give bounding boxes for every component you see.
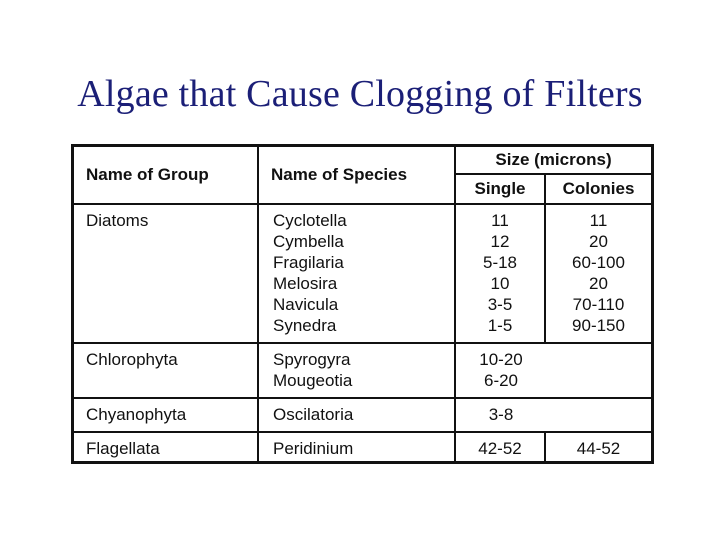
single-size: 12 — [490, 232, 510, 251]
single-size: 10 — [490, 274, 510, 293]
species-cell — [258, 398, 455, 432]
colonies-size: 20 — [589, 232, 608, 251]
table-body — [74, 204, 651, 461]
header-colonies: Colonies — [545, 174, 651, 204]
group-cell — [74, 343, 258, 398]
species-name: Synedra — [273, 316, 337, 335]
colonies-size: 70-110 — [572, 295, 625, 314]
header-single: Single — [455, 174, 545, 204]
colonies-size-cell — [545, 204, 651, 343]
table-row — [74, 343, 651, 398]
table-row — [74, 432, 651, 461]
species-name: Cymbella — [273, 232, 344, 251]
colonies-size-cell — [545, 432, 651, 461]
single-size-cell — [455, 398, 651, 432]
species-cell — [258, 204, 455, 343]
single-size-cell — [455, 432, 545, 461]
species-name: Peridinium — [273, 439, 354, 458]
group-cell — [74, 398, 258, 432]
single-size-cell — [455, 204, 545, 343]
group-name: Chyanophyta — [86, 405, 187, 424]
single-size: 3-8 — [488, 405, 514, 424]
single-size-cell — [455, 343, 651, 398]
algae-table-frame — [71, 144, 654, 464]
header-size: Size (microns) — [455, 147, 651, 174]
group-name: Flagellata — [86, 439, 160, 458]
single-size: 10-20 — [479, 350, 523, 369]
single-size: 1-5 — [487, 316, 513, 335]
colonies-size: 20 — [589, 274, 608, 293]
group-name: Diatoms — [86, 211, 149, 230]
species-name: Mougeotia — [273, 371, 353, 390]
group-cell — [74, 204, 258, 343]
algae-table — [74, 147, 651, 461]
table-row — [74, 398, 651, 432]
colonies-size: 90-150 — [572, 316, 625, 335]
single-size: 5-18 — [482, 253, 518, 272]
header-species: Name of Species — [258, 147, 455, 204]
group-cell — [74, 432, 258, 461]
species-name: Navicula — [273, 295, 339, 314]
slide-title: Algae that Cause Clogging of Filters — [77, 73, 643, 115]
species-name: Cyclotella — [273, 211, 347, 230]
colonies-size: 11 — [589, 211, 608, 230]
single-size: 6-20 — [483, 371, 519, 390]
single-size: 11 — [491, 211, 509, 230]
species-cell — [258, 343, 455, 398]
species-name: Melosira — [273, 274, 338, 293]
table-row — [74, 204, 651, 343]
species-name: Fragilaria — [273, 253, 344, 272]
species-cell — [258, 432, 455, 461]
single-size: 42-52 — [478, 439, 522, 458]
colonies-size: 60-100 — [572, 253, 625, 272]
table-header — [74, 147, 651, 204]
colonies-size: 44-52 — [576, 439, 621, 458]
single-size: 3-5 — [487, 295, 513, 314]
species-name: Oscilatoria — [273, 405, 354, 424]
header-group: Name of Group — [74, 147, 258, 204]
group-name: Chlorophyta — [86, 350, 178, 369]
species-name: Spyrogyra — [273, 350, 351, 369]
